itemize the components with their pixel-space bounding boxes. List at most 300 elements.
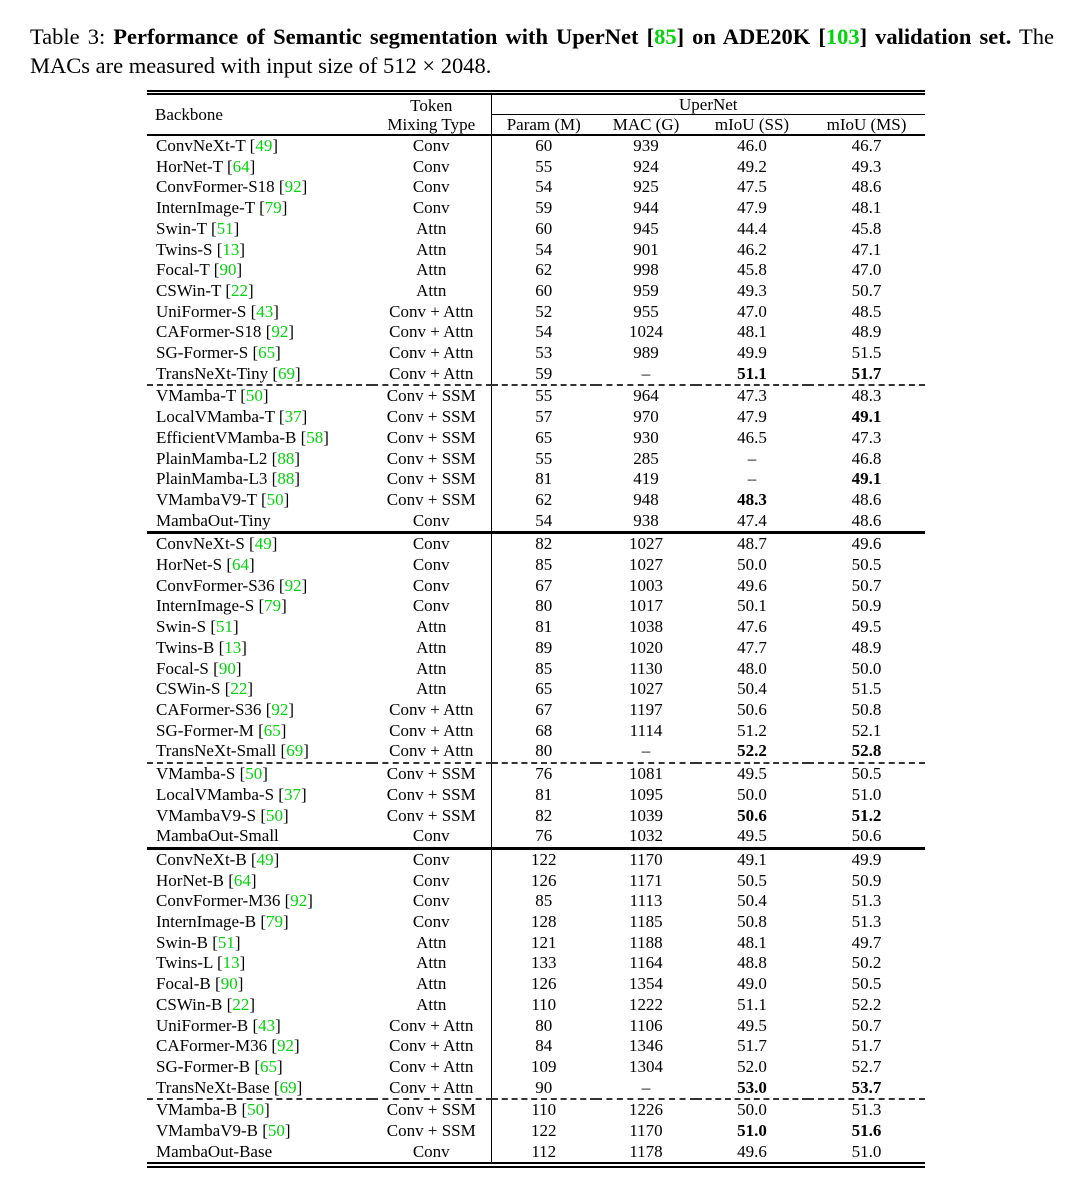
token-mixing-cell: Conv — [412, 177, 450, 197]
backbone-name-cell: UniFormer-S [43] — [156, 301, 279, 321]
backbone-name-cell: MambaOut-Tiny — [156, 510, 271, 530]
param-m-cell: 128 — [491, 912, 596, 933]
citation-link[interactable]: 64 — [232, 555, 250, 575]
miou-ms-cell: 50.7 — [851, 1015, 882, 1035]
backbone-name-cell: CAFormer-S18 [92] — [156, 322, 295, 342]
param-m-cell: 60 — [491, 281, 596, 302]
table-row — [147, 806, 925, 827]
miou-ss-cell: 49.0 — [737, 974, 767, 994]
miou-ss-cell: 50.1 — [737, 596, 767, 616]
caption-bold-text-a: Performance of Semantic segmentation with UperNet [ — [113, 24, 655, 49]
mac-g-cell: – — [641, 363, 651, 383]
mac-g-cell: 948 — [633, 489, 659, 509]
mac-g-cell: 1114 — [629, 720, 663, 740]
backbone-name-cell: CSWin-B [22] — [156, 994, 255, 1014]
token-mixing-cell: Conv — [412, 891, 450, 911]
token-mixing-cell: Conv + SSM — [386, 489, 476, 509]
miou-ss-cell: 48.0 — [737, 658, 767, 678]
citation-link[interactable]: 90 — [218, 658, 236, 678]
param-m-cell: 126 — [491, 871, 596, 892]
token-mixing-cell: Attn — [416, 280, 447, 300]
table-row — [147, 219, 925, 240]
table-row — [147, 679, 925, 700]
mac-g-cell: 285 — [633, 448, 659, 468]
miou-ss-cell: 46.0 — [737, 136, 767, 155]
token-mixing-cell: Conv — [412, 555, 450, 575]
citation-link[interactable]: 13 — [224, 637, 242, 657]
citation-link[interactable]: 58 — [306, 427, 324, 447]
mac-g-cell: 1346 — [629, 1036, 663, 1056]
miou-ss-cell: 49.3 — [737, 280, 767, 300]
backbone-name-cell: HorNet-B [64] — [156, 870, 257, 890]
param-m-cell: 60 — [491, 135, 596, 157]
table-row — [147, 933, 925, 954]
miou-ms-cell: 52.7 — [851, 1056, 882, 1076]
mac-g-cell: 1188 — [629, 932, 663, 952]
col-header-miou-ms: mIoU (MS) — [808, 115, 925, 136]
table-row — [147, 1142, 925, 1166]
mac-g-cell: 1027 — [596, 533, 696, 555]
backbone-name-cell: LocalVMamba-T [37] — [156, 407, 308, 427]
miou-ss-cell: 49.9 — [737, 343, 767, 363]
miou-ms-cell: 50.9 — [851, 870, 882, 890]
miou-ms-cell: 47.3 — [851, 427, 882, 447]
param-m-cell: 54 — [491, 177, 596, 198]
token-mixing-cell: Conv + SSM — [386, 427, 476, 447]
param-m-cell: 67 — [491, 576, 596, 597]
miou-ms-cell: 50.6 — [851, 826, 882, 846]
citation-link[interactable]: 49 — [254, 534, 272, 554]
token-mixing-cell: Attn — [416, 637, 447, 657]
backbone-name-cell: MambaOut-Small — [156, 826, 279, 846]
miou-ss-cell: 47.0 — [737, 301, 767, 321]
citation-link[interactable]: 50 — [267, 1121, 285, 1141]
param-m-cell: 85 — [491, 891, 596, 912]
backbone-name-cell: SG-Former-M [65] — [156, 720, 287, 740]
miou-ms-cell: 50.5 — [851, 974, 882, 994]
backbone-name-cell: MambaOut-Base — [156, 1141, 273, 1161]
param-m-cell: 53 — [491, 343, 596, 364]
citation-link[interactable]: 69 — [278, 363, 296, 383]
param-m-cell: 82 — [491, 533, 596, 555]
miou-ss-cell: 50.4 — [737, 891, 767, 911]
token-mixing-cell: Conv — [372, 848, 491, 870]
citation-link[interactable]: 37 — [284, 407, 302, 427]
mac-g-cell: 1113 — [629, 891, 663, 911]
token-mixing-cell: Conv + SSM — [386, 805, 476, 825]
miou-ss-cell: 47.5 — [737, 177, 767, 197]
citation-link[interactable]: 51 — [216, 617, 233, 637]
table-row — [147, 700, 925, 721]
miou-ms-cell: 48.1 — [851, 198, 882, 218]
miou-ms-cell: 51.0 — [851, 784, 882, 804]
table-row — [147, 343, 925, 364]
table-row — [147, 322, 925, 343]
param-m-cell: 52 — [491, 302, 596, 323]
param-m-cell: 81 — [491, 617, 596, 638]
token-mixing-cell: Conv — [412, 156, 450, 176]
miou-ms-cell: 48.9 — [851, 322, 882, 342]
miou-ms-cell: 45.8 — [851, 218, 882, 238]
backbone-name-cell: Twins-B [13] — [156, 637, 247, 657]
miou-ms-cell: 50.7 — [851, 575, 882, 595]
citation-link[interactable]: 64 — [232, 156, 250, 176]
token-mixing-cell: Conv + Attn — [389, 1056, 474, 1076]
table-row — [147, 1057, 925, 1078]
token-mixing-cell: Conv + Attn — [389, 363, 474, 383]
mac-g-cell: 1197 — [629, 699, 663, 719]
miou-ms-cell: 50.5 — [808, 763, 925, 785]
param-m-cell: 76 — [491, 826, 596, 848]
citation-link[interactable]: 92 — [271, 322, 289, 342]
miou-ss-cell: 51.7 — [737, 1036, 767, 1056]
citation-link[interactable]: 22 — [231, 280, 249, 300]
table-row — [147, 1036, 925, 1057]
param-m-cell: 81 — [491, 469, 596, 490]
mac-g-cell: 1185 — [629, 912, 663, 932]
token-mixing-cell: Conv — [412, 596, 450, 616]
miou-ss-cell: 50.4 — [737, 679, 767, 699]
miou-ms-cell: 48.6 — [851, 489, 882, 509]
citation-link[interactable]: 79 — [266, 912, 283, 932]
col-header-token-mixing-type — [372, 93, 491, 136]
miou-ms-cell: 51.3 — [851, 912, 882, 932]
table-row — [147, 198, 925, 219]
token-mixing-cell: Conv + SSM — [372, 1099, 491, 1121]
param-m-cell: 90 — [491, 1078, 596, 1100]
param-m-cell: 60 — [491, 219, 596, 240]
token-mixing-cell: Conv — [412, 826, 450, 846]
token-mixing-cell: Conv + Attn — [389, 1015, 474, 1035]
miou-ms-cell: 51.7 — [851, 363, 882, 383]
miou-ss-cell: 48.3 — [737, 489, 767, 509]
citation-link[interactable]: 43 — [256, 301, 274, 321]
mac-g-cell: 419 — [633, 469, 659, 489]
backbone-name-cell: VMamba-T [50] — [147, 385, 372, 407]
citation-link[interactable]: 92 — [290, 891, 308, 911]
backbone-name-cell: CAFormer-M36 [92] — [156, 1036, 300, 1056]
table-row — [147, 617, 925, 638]
mac-g-cell: 1017 — [629, 596, 663, 616]
param-m-cell: 59 — [491, 198, 596, 219]
table-row — [147, 511, 925, 533]
table-row — [147, 826, 925, 848]
citation-link[interactable]: 92 — [284, 177, 302, 197]
col-header-miou-ss: mIoU (SS) — [696, 115, 808, 136]
token-mixing-cell: Conv — [412, 912, 450, 932]
backbone-name-cell: InternImage-B [79] — [156, 912, 289, 932]
miou-ms-cell: 51.5 — [851, 343, 882, 363]
citation-link[interactable]: 50 — [266, 805, 284, 825]
citation-link[interactable]: 50 — [245, 764, 263, 784]
table-row — [147, 281, 925, 302]
citation-link[interactable]: 65 — [263, 720, 281, 740]
token-mixing-cell: Attn — [416, 239, 447, 259]
citation-link-upernet[interactable]: 85 — [654, 24, 677, 49]
param-m-cell: 68 — [491, 721, 596, 742]
miou-ms-cell: 53.7 — [851, 1077, 882, 1097]
backbone-name-cell: ConvFormer-M36 [92] — [156, 891, 313, 911]
mac-g-cell: 1081 — [596, 763, 696, 785]
table-row — [147, 638, 925, 659]
backbone-name-cell: VMambaV9-S [50] — [156, 805, 289, 825]
backbone-name-cell: TransNeXt-Tiny [69] — [156, 363, 301, 383]
table-row — [147, 596, 925, 617]
table-row — [147, 995, 925, 1016]
citation-link[interactable]: 92 — [277, 1036, 295, 1056]
table-row — [147, 302, 925, 323]
citation-link[interactable]: 50 — [245, 386, 263, 406]
backbone-name-cell: CAFormer-S36 [92] — [156, 699, 295, 719]
backbone-name-cell: Swin-B [51] — [156, 932, 241, 952]
mac-g-cell: 1024 — [629, 322, 663, 342]
param-m-cell: 57 — [491, 407, 596, 428]
mac-g-cell: 945 — [633, 218, 659, 238]
citation-link[interactable]: 50 — [247, 1100, 265, 1120]
miou-ms-cell: 49.3 — [851, 156, 882, 176]
backbone-name-cell: VMamba-S [50] — [147, 763, 372, 785]
citation-link[interactable]: 64 — [233, 870, 251, 890]
backbone-name-cell: Swin-S [51] — [156, 617, 239, 637]
group-header-upernet: UperNet — [491, 93, 925, 115]
token-mixing-cell: Conv + SSM — [372, 385, 491, 407]
miou-ms-cell: 50.5 — [851, 555, 882, 575]
backbone-name-cell: UniFormer-B [43] — [156, 1015, 281, 1035]
table-row — [147, 763, 925, 785]
mac-g-cell: 1020 — [629, 637, 663, 657]
table-container — [147, 90, 925, 1168]
miou-ms-cell: 50.9 — [851, 596, 882, 616]
miou-ss-cell: 48.1 — [737, 932, 767, 952]
table-row — [147, 741, 925, 763]
citation-link[interactable]: 69 — [286, 741, 304, 761]
param-m-cell: 55 — [491, 449, 596, 470]
miou-ss-cell: 50.6 — [737, 699, 767, 719]
citation-link[interactable]: 90 — [219, 260, 237, 280]
caption-tail-text: The MACs are measured with input size of 512 × 2048. — [30, 24, 1054, 78]
citation-link[interactable]: 69 — [279, 1077, 297, 1097]
token-mixing-cell: Conv + SSM — [386, 1121, 476, 1141]
token-mixing-cell: Conv + Attn — [389, 741, 474, 761]
mac-g-cell: 989 — [633, 343, 659, 363]
token-mixing-cell: Conv — [412, 870, 450, 890]
token-mixing-cell: Attn — [416, 679, 447, 699]
token-mixing-cell: Conv + SSM — [386, 448, 476, 468]
miou-ss-cell: 47.9 — [737, 407, 767, 427]
mac-g-cell: 1304 — [629, 1056, 663, 1076]
param-m-cell: 54 — [491, 322, 596, 343]
miou-ms-cell: 51.5 — [851, 679, 882, 699]
miou-ss-cell: 47.6 — [737, 617, 767, 637]
miou-ss-cell: 49.5 — [737, 1015, 767, 1035]
citation-link[interactable]: 90 — [220, 974, 238, 994]
token-mixing-cell: Conv + Attn — [389, 1077, 474, 1097]
table-row — [147, 490, 925, 511]
backbone-name-cell: ConvNeXt-T [49] — [156, 136, 278, 155]
param-m-cell: 65 — [491, 679, 596, 700]
param-m-cell: 84 — [491, 1036, 596, 1057]
backbone-name-cell: Focal-T [90] — [156, 260, 243, 280]
backbone-name-cell: ConvNeXt-S [49] — [147, 533, 372, 555]
citation-link-ade20k[interactable]: 103 — [825, 24, 860, 49]
table-row — [147, 428, 925, 449]
table-row — [147, 240, 925, 261]
token-mixing-cell: Attn — [416, 953, 447, 973]
miou-ms-cell: 47.1 — [851, 239, 882, 259]
caption-bold-text-c: ] validation set. — [859, 24, 1012, 49]
mac-g-cell: 939 — [633, 136, 659, 155]
token-mixing-cell: Conv — [412, 1141, 450, 1161]
miou-ss-cell: 50.0 — [737, 555, 767, 575]
table-row — [147, 848, 925, 870]
miou-ms-cell: 50.2 — [851, 953, 882, 973]
param-m-cell: 122 — [491, 848, 596, 870]
col-header-backbone: Backbone — [147, 93, 372, 136]
mac-g-cell: 1170 — [596, 848, 696, 870]
miou-ms-cell: 49.5 — [851, 617, 882, 637]
backbone-name-cell: ConvFormer-S36 [92] — [156, 575, 308, 595]
miou-ms-cell: 49.1 — [851, 469, 882, 489]
miou-ms-cell: 48.3 — [808, 385, 925, 407]
table-row — [147, 555, 925, 576]
citation-link[interactable]: 92 — [271, 699, 289, 719]
backbone-name-cell: Twins-L [13] — [156, 953, 246, 973]
token-mixing-cell: Conv + Attn — [389, 322, 474, 342]
table-row — [147, 871, 925, 892]
mac-g-cell: 1164 — [629, 953, 663, 973]
miou-ms-cell: 50.7 — [851, 280, 882, 300]
miou-ss-cell: 48.8 — [737, 953, 767, 973]
mac-g-cell: 955 — [633, 301, 659, 321]
table-row — [147, 953, 925, 974]
param-m-cell: 110 — [491, 995, 596, 1016]
miou-ss-cell: 49.6 — [737, 575, 767, 595]
miou-ss-cell: 47.7 — [737, 637, 767, 657]
miou-ms-cell: 51.6 — [851, 1121, 882, 1141]
backbone-name-cell: HorNet-S [64] — [156, 555, 255, 575]
miou-ms-cell: 49.1 — [851, 407, 882, 427]
caption-bold-text-b: ] on ADE20K [ — [676, 24, 826, 49]
miou-ms-cell: 47.0 — [851, 260, 882, 280]
backbone-name-cell: Focal-S [90] — [156, 658, 242, 678]
param-m-cell: 54 — [491, 511, 596, 533]
citation-link[interactable]: 88 — [277, 448, 295, 468]
token-mixing-cell: Conv + SSM — [372, 763, 491, 785]
token-mixing-cell: Conv — [412, 510, 450, 530]
miou-ss-cell: 47.9 — [737, 198, 767, 218]
mac-g-cell: 925 — [633, 177, 659, 197]
miou-ss-cell: 48.1 — [737, 322, 767, 342]
citation-link[interactable]: 49 — [255, 136, 273, 155]
token-mixing-cell: Conv + SSM — [386, 469, 476, 489]
token-mixing-cell: Attn — [416, 974, 447, 994]
backbone-name-cell: VMambaV9-B [50] — [156, 1121, 291, 1141]
mac-g-cell: – — [641, 741, 651, 761]
mac-g-cell: 959 — [633, 280, 659, 300]
param-m-cell: 85 — [491, 555, 596, 576]
mac-g-cell: 938 — [633, 510, 659, 530]
token-mixing-cell: Attn — [416, 617, 447, 637]
param-m-cell: 55 — [491, 157, 596, 178]
citation-link[interactable]: 22 — [230, 679, 248, 699]
miou-ms-cell: 52.2 — [851, 994, 882, 1014]
miou-ss-cell: 53.0 — [737, 1077, 767, 1097]
miou-ss-cell: 51.1 — [737, 994, 767, 1014]
citation-link[interactable]: 43 — [258, 1015, 276, 1035]
table-row — [147, 385, 925, 407]
citation-link[interactable]: 13 — [222, 953, 240, 973]
param-m-cell: 59 — [491, 364, 596, 386]
table-row — [147, 260, 925, 281]
backbone-name-cell: ConvNeXt-B [49] — [147, 848, 372, 870]
citation-link[interactable]: 79 — [264, 198, 282, 218]
param-m-cell: 82 — [491, 806, 596, 827]
table-row — [147, 576, 925, 597]
table-row — [147, 912, 925, 933]
param-m-cell: 121 — [491, 933, 596, 954]
citation-link[interactable]: 88 — [277, 469, 295, 489]
citation-link[interactable]: 65 — [258, 343, 276, 363]
param-m-cell: 81 — [491, 785, 596, 806]
citation-link[interactable]: 51 — [217, 932, 235, 952]
table-row — [147, 1078, 925, 1100]
mac-g-cell: 1171 — [629, 870, 663, 890]
citation-link[interactable]: 92 — [284, 575, 302, 595]
param-m-cell: 67 — [491, 700, 596, 721]
backbone-name-cell: HorNet-T [64] — [156, 156, 256, 176]
citation-link[interactable]: 49 — [256, 849, 274, 869]
citation-link[interactable]: 50 — [266, 489, 284, 509]
mac-g-cell: 1039 — [629, 805, 663, 825]
backbone-name-cell: CSWin-T [22] — [156, 280, 254, 300]
table-header — [147, 93, 925, 136]
table-row — [147, 785, 925, 806]
param-m-cell: 62 — [491, 490, 596, 511]
caption-label: Table 3: — [30, 24, 114, 49]
backbone-name-cell: PlainMamba-L3 [88] — [156, 469, 301, 489]
miou-ss-cell: 47.4 — [737, 510, 767, 530]
results-table — [147, 90, 925, 1168]
miou-ms-cell: 46.8 — [851, 448, 882, 468]
miou-ss-cell: 52.2 — [737, 741, 767, 761]
param-m-cell: 62 — [491, 260, 596, 281]
table-row — [147, 449, 925, 470]
token-mixing-cell: Conv + Attn — [389, 699, 474, 719]
mac-g-cell: 1354 — [629, 974, 663, 994]
citation-link[interactable]: 22 — [232, 994, 250, 1014]
citation-link[interactable]: 79 — [264, 596, 282, 616]
mac-g-cell: 1027 — [629, 679, 663, 699]
citation-link[interactable]: 13 — [222, 239, 240, 259]
backbone-name-cell: VMamba-B [50] — [147, 1099, 372, 1121]
citation-link[interactable]: 51 — [216, 218, 234, 238]
mac-g-cell: 1038 — [629, 617, 663, 637]
token-mixing-cell: Attn — [416, 658, 447, 678]
param-m-cell: 80 — [491, 596, 596, 617]
citation-link[interactable]: 37 — [283, 784, 301, 804]
param-m-cell: 126 — [491, 974, 596, 995]
table-body — [147, 135, 925, 1165]
token-mixing-cell: Conv + SSM — [386, 784, 476, 804]
token-mixing-cell: Attn — [416, 932, 447, 952]
table-row — [147, 974, 925, 995]
citation-link[interactable]: 65 — [260, 1056, 278, 1076]
mac-g-cell: 1130 — [629, 658, 663, 678]
table-row — [147, 407, 925, 428]
miou-ss-cell: 49.1 — [696, 848, 808, 870]
table-caption — [30, 22, 1054, 80]
miou-ms-cell: 49.7 — [851, 932, 882, 952]
